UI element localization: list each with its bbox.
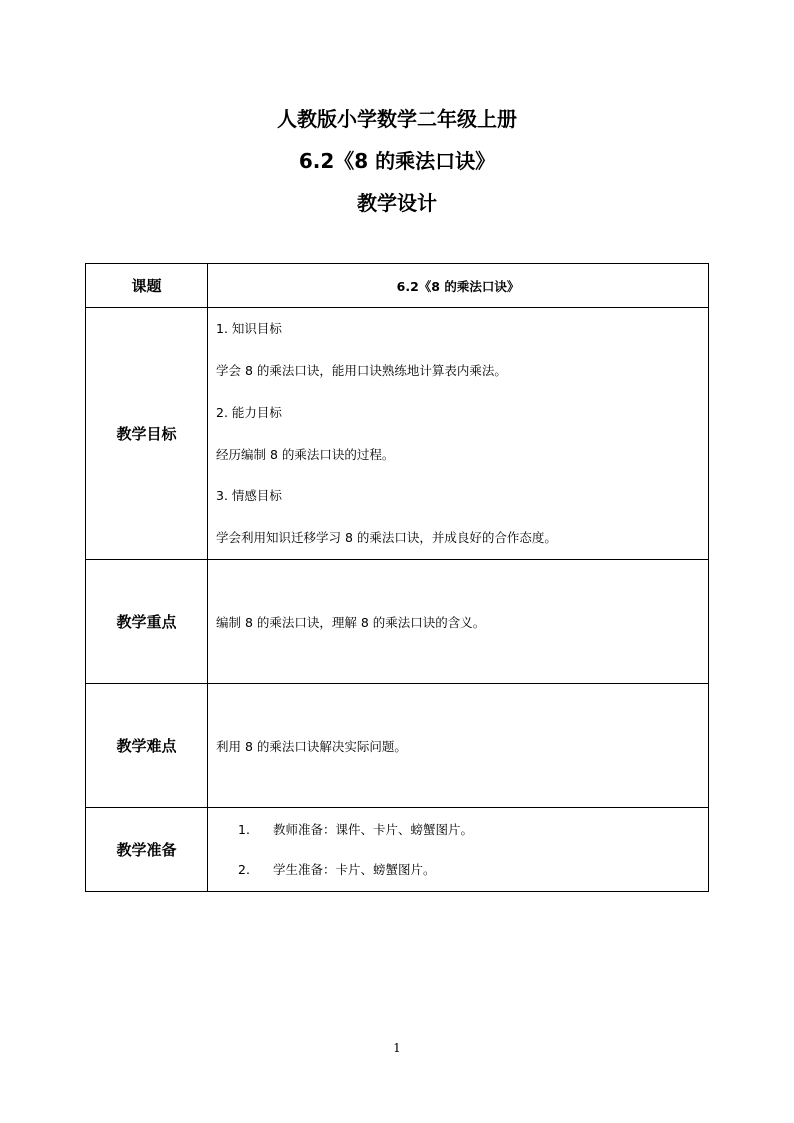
objective-heading-emotion: 3. 情感目标 [216, 488, 282, 504]
objective-heading-knowledge: 1. 知识目标 [216, 321, 282, 337]
preparation-item-text: 学生准备：卡片、螃蟹图片。 [273, 861, 436, 877]
difficulties-label: 教学难点 [86, 684, 208, 808]
preparation-item-number: 2. [238, 861, 250, 877]
key-points-label: 教学重点 [86, 560, 208, 684]
page-number: 1 [393, 1041, 401, 1055]
preparation-item-student [208, 850, 708, 890]
preparation-content [208, 808, 709, 892]
row-topic [86, 264, 709, 308]
objective-text-knowledge: 学会 8 的乘法口诀，能用口诀熟练地计算表内乘法。 [216, 363, 507, 379]
topic-value: 6.2《8 的乘法口诀》 [208, 264, 709, 308]
preparation-item-teacher [208, 810, 708, 850]
difficulties-text: 利用 8 的乘法口诀解决实际问题。 [216, 738, 407, 754]
objectives-label: 教学目标 [86, 308, 208, 560]
objective-text-ability: 经历编制 8 的乘法口诀的过程。 [216, 446, 395, 462]
row-difficulties [86, 684, 709, 808]
key-points-text: 编制 8 的乘法口诀，理解 8 的乘法口诀的含义。 [216, 614, 486, 630]
preparation-item-text: 教师准备：课件、卡片、螃蟹图片。 [273, 821, 474, 837]
title-lesson: 6.2《8 的乘法口诀》 [298, 149, 496, 173]
objective-text-emotion: 学会利用知识迁移学习 8 的乘法口诀，并成良好的合作态度。 [216, 529, 557, 545]
row-objectives [86, 308, 709, 560]
title-doc-type: 教学设计 [357, 191, 437, 215]
key-points-content [208, 560, 709, 684]
title-series: 人教版小学数学二年级上册 [277, 107, 517, 131]
objective-heading-ability: 2. 能力目标 [216, 404, 282, 420]
preparation-label: 教学准备 [86, 808, 208, 892]
row-key-points [86, 560, 709, 684]
topic-label: 课题 [86, 264, 208, 308]
difficulties-content [208, 684, 709, 808]
preparation-item-number: 1. [238, 821, 250, 837]
lesson-plan-table [85, 263, 709, 892]
row-preparation [86, 808, 709, 892]
objectives-content [208, 308, 709, 560]
